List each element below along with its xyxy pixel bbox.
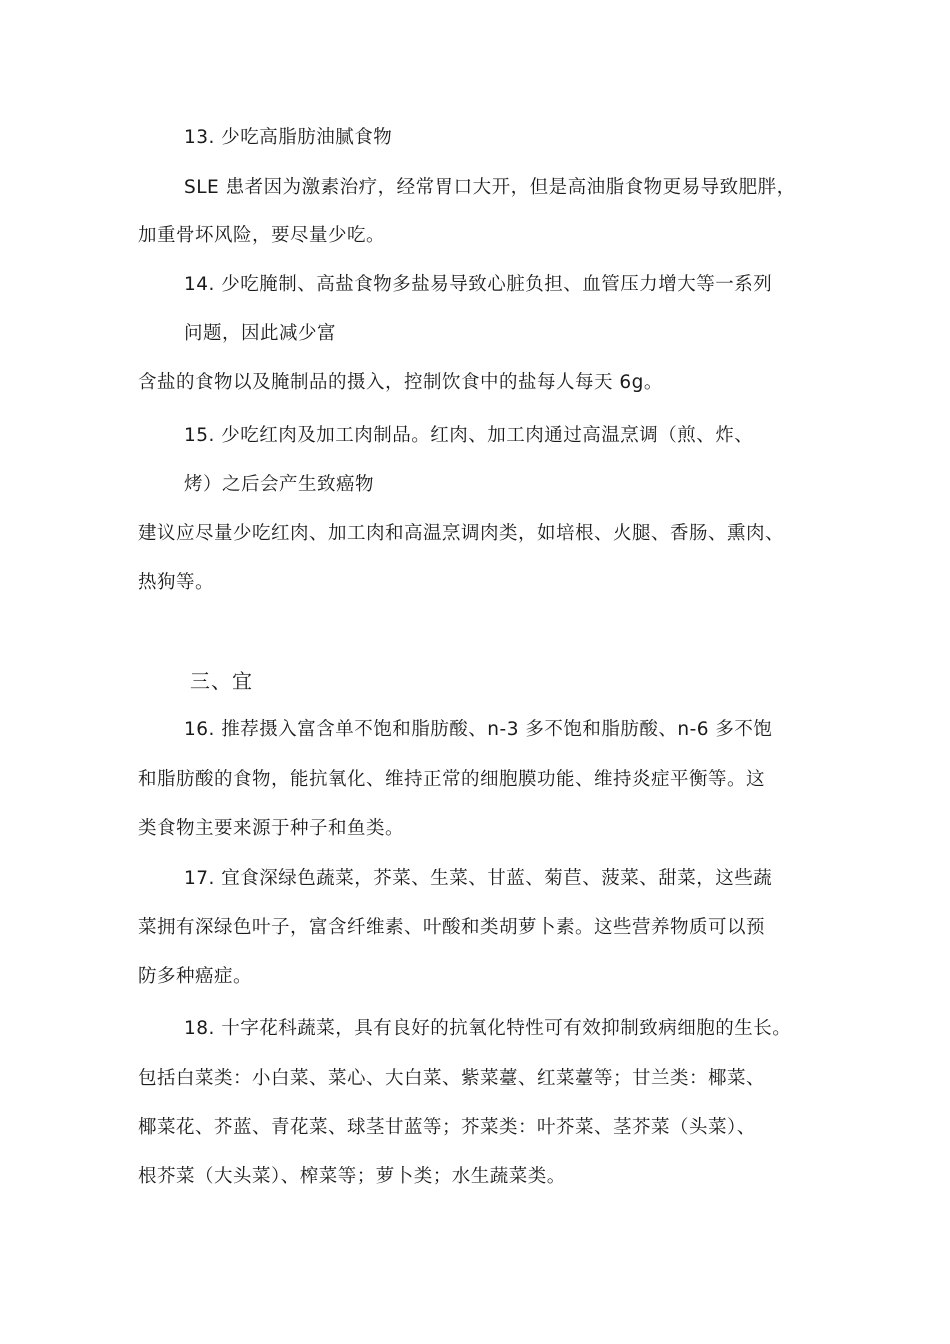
item-13-title: 13. 少吃高脂肪油腻食物 (184, 127, 393, 148)
item-16-line-2: 和脂肪酸的食物，能抗氧化、维持正常的细胞膜功能、维持炎症平衡等。这 (138, 769, 766, 790)
item-18-line-4: 根芥菜（大头菜）、榨菜等；萝卜类；水生蔬菜类。 (138, 1166, 566, 1187)
item-14-line-2: 问题，因此减少富 (184, 323, 337, 344)
item-14-line-3: 含盐的食物以及腌制品的摄入，控制饮食中的盐每人每天 6g。 (138, 372, 663, 393)
item-17-line-2: 菜拥有深绿色叶子，富含纤维素、叶酸和类胡萝卜素。这些营养物质可以预 (138, 917, 766, 938)
item-18-line-3: 椰菜花、芥蓝、青花菜、球茎甘蓝等；芥菜类：叶芥菜、茎芥菜（头菜）、 (138, 1117, 756, 1138)
item-16-line-3: 类食物主要来源于种子和鱼类。 (138, 818, 405, 839)
item-13-body-line-1: SLE 患者因为激素治疗，经常胃口大开，但是高油脂食物更易导致肥胖， (184, 177, 796, 198)
item-18-line-2: 包括白菜类：小白菜、菜心、大白菜、紫菜薹、红菜薹等；甘兰类：椰菜、 (138, 1068, 766, 1089)
item-15-line-3: 建议应尽量少吃红肉、加工肉和高温烹调肉类，如培根、火腿、香肠、熏肉、 (138, 523, 785, 544)
section-heading: 三、宜 (190, 669, 253, 693)
item-18-line-1: 18. 十字花科蔬菜，具有良好的抗氧化特性可有效抑制致病细胞的生长。 (184, 1018, 792, 1039)
item-14-line-1: 14. 少吃腌制、高盐食物多盐易导致心脏负担、血管压力增大等一系列 (184, 274, 773, 295)
item-17-line-3: 防多种癌症。 (138, 966, 253, 987)
item-15-line-2: 烤）之后会产生致癌物 (184, 474, 375, 495)
item-15-line-1: 15. 少吃红肉及加工肉制品。红肉、加工肉通过高温烹调（煎、炸、 (184, 425, 754, 446)
item-15-line-4: 热狗等。 (138, 572, 215, 593)
item-16-line-1: 16. 推荐摄入富含单不饱和脂肪酸、n-3 多不饱和脂肪酸、n-6 多不饱 (184, 719, 773, 740)
item-17-line-1: 17. 宜食深绿色蔬菜，芥菜、生菜、甘蓝、菊苣、菠菜、甜菜，这些蔬 (184, 868, 773, 889)
item-13-body-line-2: 加重骨坏风险，要尽量少吃。 (138, 225, 386, 246)
